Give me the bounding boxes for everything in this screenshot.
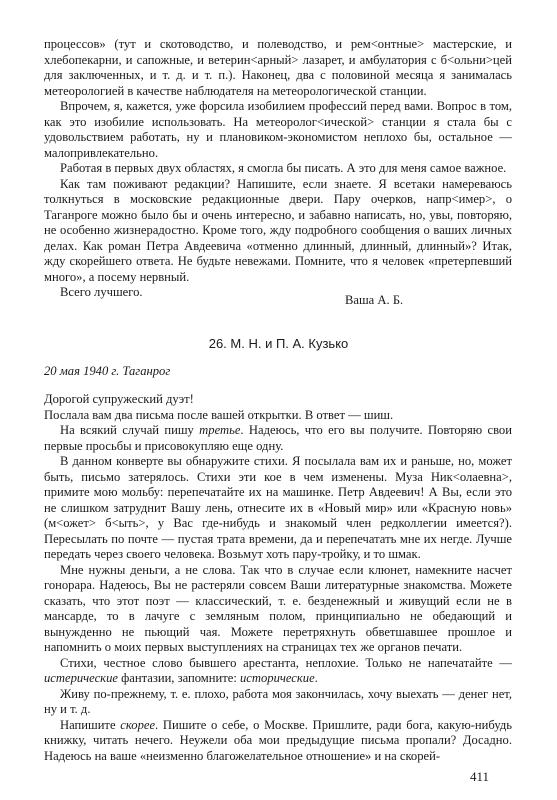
greeting: Дорогой супружеский дуэт! [44,392,194,406]
paragraph: процессов» (тут и скотоводство, и полеводство, и рем<онтные> мастерские, и хлебопекарни, и сапожные, и ветерин<арный> лазарет, и амбулатория с б<ольни>цей для заключенных, и т. д. и т. п.). Наконец, два с половиной месяца я занималась метеорологией в качестве наблюдателя на метеорологической станции. [44,37,512,98]
paragraph: Напишите скорее. Пишите о себе, о Москве. Пришлите, ради бога, какую-нибудь книжку, читать нечего. Неужели оба мои предыдущие письма пропали? Досадно. Надеюсь на ваше «неизменно благожелательное отношение» и на скорей- [44,717,512,763]
paragraph: Как там поживают редакции? Напишите, если знаете. Я всетаки намереваюсь толкнуться в московские редакционные двери. Пару очерков, напр<имер>, о Таганроге можно было бы и очень интересно, и забавно написать, но, увы, повторяю, не особенно жизнерадостно. Кроме того, жду подробного сообщения о ваших личных делах. Как роман Петра Авдеевича «отменно длинный, длинный, длинный»? Итак, жду скорейшего ответа. Не будьте невежами. Помните, что я человек «претерпевший много», а посему нервный. [44,176,512,284]
letter-body [44,392,512,764]
paragraph: Всего лучшего. [60,285,143,299]
page-number: 411 [470,769,490,784]
paragraph: Живу по-прежнему, т. е. плохо, работа моя закончилась, хочу выехать — денег нет, ну и т. д. [44,686,512,716]
paragraph: Стихи, честное слово бывшего арестанта, неплохие. Только не напечатайте — истерические фантазии, запомните: исторические. [44,655,512,685]
paragraph: Работая в первых двух областях, я смогла бы писать. А это для меня самое важное. [60,161,507,175]
paragraph: Послала вам два письма после вашей открытки. В ответ — шиш. [44,407,394,422]
letter-heading: 26. М. Н. и П. А. Кузько [208,336,349,351]
paragraph: Впрочем, я, кажется, уже форсила изобилием профессий перед вами. Вопрос в том, как это изобилие использовать. На метеоролог<ической> станции я стала бы с удовольствием работать, ну и плановиком-экономистом неплохо бы, остальное — малопривлекательно. [44,99,512,160]
signature: Ваша А. Б. [345,293,404,307]
paragraph: В данном конверте вы обнаружите стихи. Я посылала вам их и раньше, но, может быть, письмо затерялось. Стихи эти кое в чем изменены. Муза Ник<олаевна>, примите мою мольбу: перепечатайте их на машинке. Петр Авдеевич! А Вы, если это не слишком затруднит Вашу лень, отнесите их в «Новый мир» или «Красную новь» (м<ожет> б<ыть>, у Вас где-нибудь и знакомый член редколлегии имеется?). Пересылать по почте — пустая трата времени, да и перепечатать мне их негде. Лучше передать через своего человека. Возьмут хоть пару-тройку, и то шмак. [44,454,512,561]
paragraph: На всякий случай пишу третье. Надеюсь, что его вы получите. Повторяю свои первые просьбы и присовокупляю еще одну. [44,423,512,453]
dateline: 20 мая 1940 г. Таганрог [44,364,171,378]
paragraph: Мне нужны деньги, а не слова. Так что в случае если клюнет, намекните насчет гонорара. Надеюсь, Вы не растеряли совсем Ваши литературные знакомства. Можете сказать, что этот поэт — классический, т. е. безденежный и живущий если не в мансарде, то в лачуге с земляным полом, принципиально не обедающий и вынужденно не пьющий чая. Можете перетряхнуть обветшавшее прошлое и напомнить о моих первых выступлениях на страницах тех же органов печати. [44,562,512,654]
previous-letter-ending [44,37,512,301]
